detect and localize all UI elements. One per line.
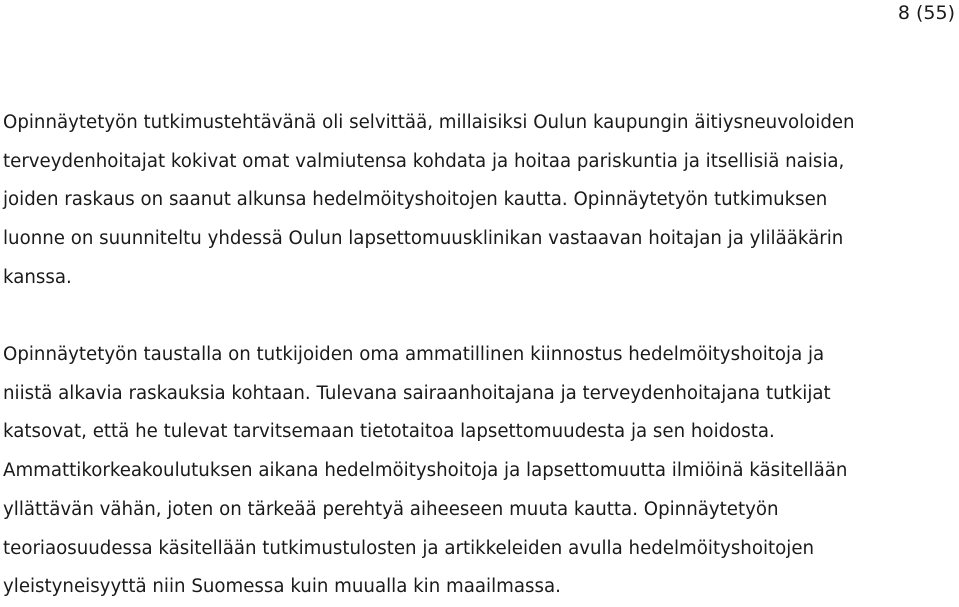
text-line: joiden raskaus on saanut alkunsa hedelmöityshoitojen kautta. Opinnäytetyön tutkimuksen <box>3 189 828 211</box>
text-line: luonne on suunniteltu yhdessä Oulun lapsettomuusklinikan vastaavan hoitajan ja ylilääkärin <box>3 228 844 250</box>
text-line: yleistyneisyyttä niin Suomessa kuin muualla kin maailmassa. <box>3 576 561 598</box>
text-line: Opinnäytetyön tutkimustehtävänä oli selvittää, millaisiksi Oulun kaupungin äitiysneuvoloiden <box>3 112 855 133</box>
paragraph-background <box>3 336 847 607</box>
text-line: Opinnäytetyön taustalla on tutkijoiden oma ammatillinen kiinnostus hedelmöityshoitoja ja <box>3 344 825 365</box>
text-line: yllättävän vähän, joten on tärkeää perehtyä aiheeseen muuta kautta. Opinnäytetyön <box>3 498 779 520</box>
text-line: teoriaosuudessa käsitellään tutkimustulosten ja artikkeleiden avulla hedelmöityshoitojen <box>3 537 815 559</box>
paragraph-research-task <box>3 104 855 298</box>
text-line: terveydenhoitajat kokivat omat valmiutensa kohdata ja hoitaa pariskuntia ja itsellisiä naisia, <box>3 150 845 172</box>
page-number: 8 (55) <box>897 2 955 24</box>
text-line: kanssa. <box>3 266 72 288</box>
text-line: katsovat, että he tulevat tarvitsemaan tietotaitoa lapsettomuudesta ja sen hoidosta. <box>3 421 775 443</box>
text-line: niistä alkavia raskauksia kohtaan. Tulevana sairaanhoitajana ja terveydenhoitajana tutkijat <box>3 382 831 404</box>
text-line: Ammattikorkeakoulutuksen aikana hedelmöityshoitoja ja lapsettomuutta ilmiöinä käsitellään <box>3 460 848 482</box>
